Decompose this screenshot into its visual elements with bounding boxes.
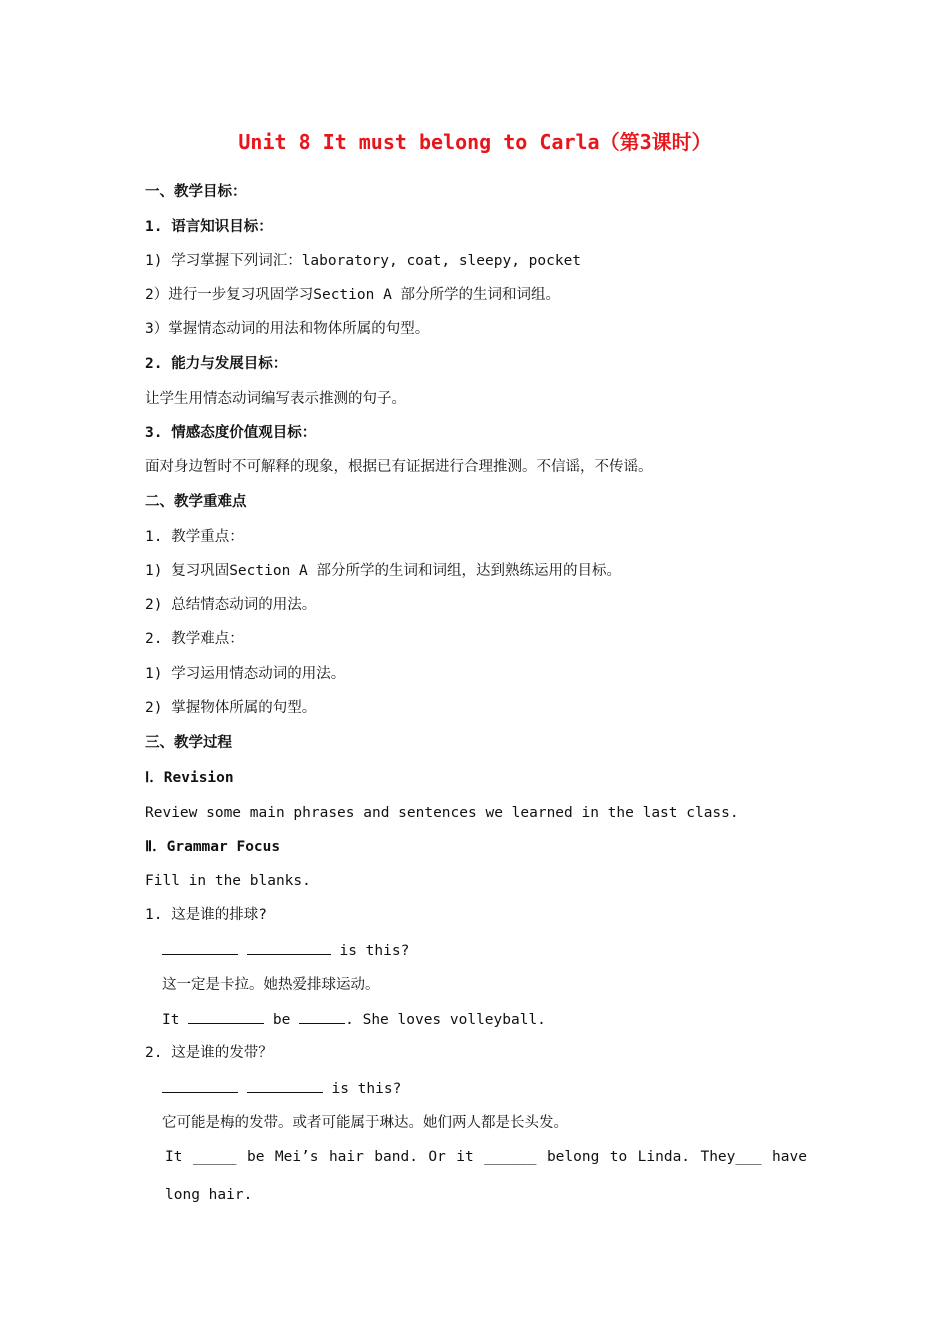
word: be xyxy=(246,1149,265,1165)
goal-1-item: 1) 学习掌握下列词汇：laboratory, coat, sleepy, pocket xyxy=(145,253,582,269)
answer-blank[interactable] xyxy=(162,940,238,955)
answer-blank[interactable] xyxy=(162,1078,238,1093)
question-2-english-line-3: long hair. xyxy=(165,1187,253,1203)
grammar-focus-heading: Ⅱ．Grammar Focus xyxy=(145,839,281,855)
answer-blank[interactable] xyxy=(247,1078,323,1093)
question-1-label: 1. 这是谁的排球? xyxy=(145,907,267,923)
document-title: Unit 8 It must belong to Carla（第3课时） xyxy=(238,130,712,154)
word: belong xyxy=(546,1149,600,1165)
difficult-point-item: 2) 掌握物体所属的句型。 xyxy=(145,700,317,716)
revision-heading: Ⅰ．Revision xyxy=(145,770,234,786)
key-points-heading: 1. 教学重点： xyxy=(145,529,244,545)
answer-blank[interactable] xyxy=(247,940,331,955)
difficult-point-item: 1) 学习运用情态动词的用法。 xyxy=(145,666,346,682)
question-2-english-line xyxy=(162,1078,401,1099)
sentence-text: is this? xyxy=(322,1081,402,1097)
difficult-points-heading: 2. 教学难点： xyxy=(145,631,244,647)
answer-blank[interactable]: _____ xyxy=(192,1149,237,1165)
sentence-text: be xyxy=(264,1012,300,1028)
revision-text: Review some main phrases and sentences we learned in the last class. xyxy=(145,805,739,821)
question-2-label: 2. 这是谁的发带？ xyxy=(145,1045,273,1061)
word: band. xyxy=(374,1149,418,1165)
question-2-english-line-2 xyxy=(165,1147,807,1167)
word: Linda. xyxy=(637,1149,691,1165)
word: have xyxy=(772,1149,807,1165)
answer-blank[interactable] xyxy=(299,1009,345,1024)
key-point-item: 2) 总结情态动词的用法。 xyxy=(145,597,317,613)
section-3-heading: 三、教学过程 xyxy=(145,735,232,751)
word: They___ xyxy=(700,1149,762,1165)
section-2-heading: 二、教学重难点 xyxy=(145,494,247,510)
question-1-english-line xyxy=(162,940,409,961)
section-1-heading: 一、教学目标： xyxy=(145,184,247,200)
goal-1-item: 3）掌握情态动词的用法和物体所属的句型。 xyxy=(145,321,430,337)
sentence-text: . She loves volleyball. xyxy=(345,1012,546,1028)
goal-1-heading: 1. 语言知识目标： xyxy=(145,219,273,235)
goal-1-item: 2）进行一步复习巩固学习Section A 部分所学的生词和词组。 xyxy=(145,287,561,303)
word: hair xyxy=(328,1149,364,1165)
question-1-english-line-2 xyxy=(162,1009,546,1030)
answer-blank[interactable]: ______ xyxy=(484,1149,537,1165)
grammar-focus-instruction: Fill in the blanks. xyxy=(145,873,311,889)
goal-2-text: 让学生用情态动词编写表示推测的句子。 xyxy=(145,391,406,407)
sentence-text: is this? xyxy=(330,943,410,959)
word: It xyxy=(165,1149,183,1165)
sentence-text: It xyxy=(162,1012,189,1028)
word: to xyxy=(609,1149,628,1165)
word: Mei’s xyxy=(274,1149,319,1165)
goal-2-heading: 2. 能力与发展目标： xyxy=(145,356,288,372)
goal-3-heading: 3. 情感态度价值观目标： xyxy=(145,425,317,441)
word: it xyxy=(456,1149,474,1165)
question-2-chinese-line: 它可能是梅的发带。或者可能属于琳达。她们两人都是长头发。 xyxy=(162,1115,568,1131)
key-point-item: 1) 复习巩固Section A 部分所学的生词和词组，达到熟练运用的目标。 xyxy=(145,563,621,579)
question-1-chinese-line: 这一定是卡拉。她热爱排球运动。 xyxy=(162,977,380,993)
goal-3-text: 面对身边暂时不可解释的现象，根据已有证据进行合理推测。不信谣，不传谣。 xyxy=(145,459,653,475)
answer-blank[interactable] xyxy=(188,1009,264,1024)
word: Or xyxy=(428,1149,446,1165)
